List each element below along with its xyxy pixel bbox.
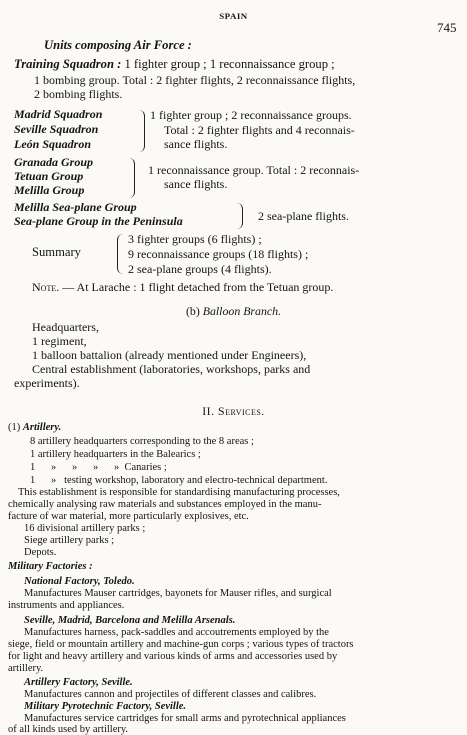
summary-brace (117, 234, 124, 274)
group1-name-3: León Squadron (14, 137, 92, 151)
note-line (32, 280, 333, 295)
factory-3-line-1: Manufactures cannon and projectiles of different classes and calibres. (24, 689, 317, 700)
artillery-line-3: 1 » » » » Canaries ; (30, 462, 167, 473)
balloon-line-3: 1 balloon battalion (already mentioned under Engineers), (32, 348, 307, 362)
air-force-heading: Units composing Air Force : (44, 38, 192, 52)
artillery-heading-num: (1) (8, 422, 21, 433)
balloon-line-2: 1 regiment, (32, 334, 87, 348)
group3-text: 2 sea-plane flights. (258, 209, 349, 223)
training-line-2: 1 bombing group. Total : 2 fighter flights, 2 reconnaissance flights, (34, 73, 356, 87)
note-label: Note. (32, 280, 60, 294)
group1-name-1: Madrid Squadron (14, 107, 103, 121)
group3-name-1: Melilla Sea-plane Group (14, 200, 137, 214)
summary-line-3: 2 sea-plane groups (4 flights). (128, 262, 272, 276)
group2-name-3: Melilla Group (14, 183, 85, 197)
factory-2-line-2: siege, field or mountain artillery and machine-gun corps ; various types of tractors (8, 639, 354, 650)
group1-line-2: Total : 2 fighter flights and 4 reconnais- (164, 123, 355, 137)
group2-line-2: sance flights. (164, 177, 228, 191)
factory-2-title: Seville, Madrid, Barcelona and Melilla Arsenals. (24, 615, 236, 626)
group1-line-1: 1 fighter group ; 2 reconnaissance groups. (150, 108, 352, 122)
factory-4-title: Military Pyrotechnic Factory, Seville. (24, 701, 187, 712)
factory-4-line-1: Manufactures service cartridges for small arms and pyrotechnical appliances (24, 713, 346, 724)
group1-name-2: Seville Squadron (14, 122, 99, 136)
factory-2-line-1: Manufactures harness, pack-saddles and accoutrements employed by the (24, 627, 329, 638)
factory-2-line-3: for light and heavy artillery and various kinds of arms and accessories used by (8, 651, 338, 662)
artillery-line-7: facture of war material, more particularly explosives, etc. (8, 511, 249, 522)
artillery-line-2: 1 artillery headquarters in the Balearics ; (30, 449, 201, 460)
group2-brace (128, 158, 135, 198)
factory-1-line-2: instruments and appliances. (8, 600, 125, 611)
services-heading: II. Services. (202, 404, 265, 418)
summary-label: Summary (32, 245, 81, 259)
artillery-line-4: 1 » testing workshop, laboratory and electro-technical department. (30, 475, 328, 486)
group2-name-1: Granada Group (14, 155, 94, 169)
training-line-3: 2 bombing flights. (34, 87, 123, 101)
balloon-line-1: Headquarters, (32, 320, 99, 334)
artillery-line-6: chemically analysing raw materials and substances employed in the manu- (8, 499, 322, 510)
artillery-heading-text: Artillery. (22, 422, 62, 433)
factory-2-line-4: artillery. (8, 663, 44, 674)
factory-1-title: National Factory, Toledo. (24, 576, 135, 587)
training-name: Training Squadron : (14, 57, 122, 71)
training-text-1: 1 fighter group ; 1 reconnaissance group ; (124, 57, 335, 71)
factory-4-line-2: of all kinds used by artillery. (8, 724, 129, 735)
group1-line-3: sance flights. (164, 137, 228, 151)
running-title: SPAIN (219, 11, 248, 21)
artillery-line-8: 16 divisional artillery parks ; (24, 523, 146, 534)
factory-3-title: Artillery Factory, Seville. (24, 677, 133, 688)
artillery-heading (8, 422, 61, 433)
factory-1-line-1: Manufactures Mauser cartridges, bayonets for Mauser rifles, and surgical (24, 588, 332, 599)
artillery-line-1: 8 artillery headquarters corresponding to the 8 areas ; (30, 436, 254, 447)
group2-name-2: Tetuan Group (14, 169, 84, 183)
group2-line-1: 1 reconnaissance group. Total : 2 reconnais- (148, 163, 360, 177)
balloon-heading-text: Balloon Branch. (202, 304, 282, 318)
balloon-heading-prefix: (b) (185, 304, 200, 318)
group1-brace (138, 110, 145, 152)
summary-line-1: 3 fighter groups (6 flights) ; (128, 232, 262, 246)
page-number: 745 (437, 20, 457, 35)
balloon-heading (0, 304, 467, 319)
factories-heading: Military Factories : (8, 561, 93, 572)
artillery-line-9: Siege artillery parks ; (24, 535, 115, 546)
balloon-line-4: Central establishment (laboratories, workshops, parks and (32, 362, 311, 376)
note-text: — At Larache : 1 flight detached from the Tetuan group. (62, 280, 334, 294)
summary-line-2: 9 reconnaissance groups (18 flights) ; (128, 247, 309, 261)
artillery-line-10: Depots. (24, 547, 57, 558)
balloon-line-5: experiments). (14, 376, 80, 390)
group3-name-2: Sea-plane Group in the Peninsula (14, 214, 183, 228)
artillery-line-5: This establishment is responsible for standardising manufacturing processes, (18, 487, 340, 498)
group3-brace (236, 203, 243, 229)
training-line-1 (14, 57, 335, 72)
